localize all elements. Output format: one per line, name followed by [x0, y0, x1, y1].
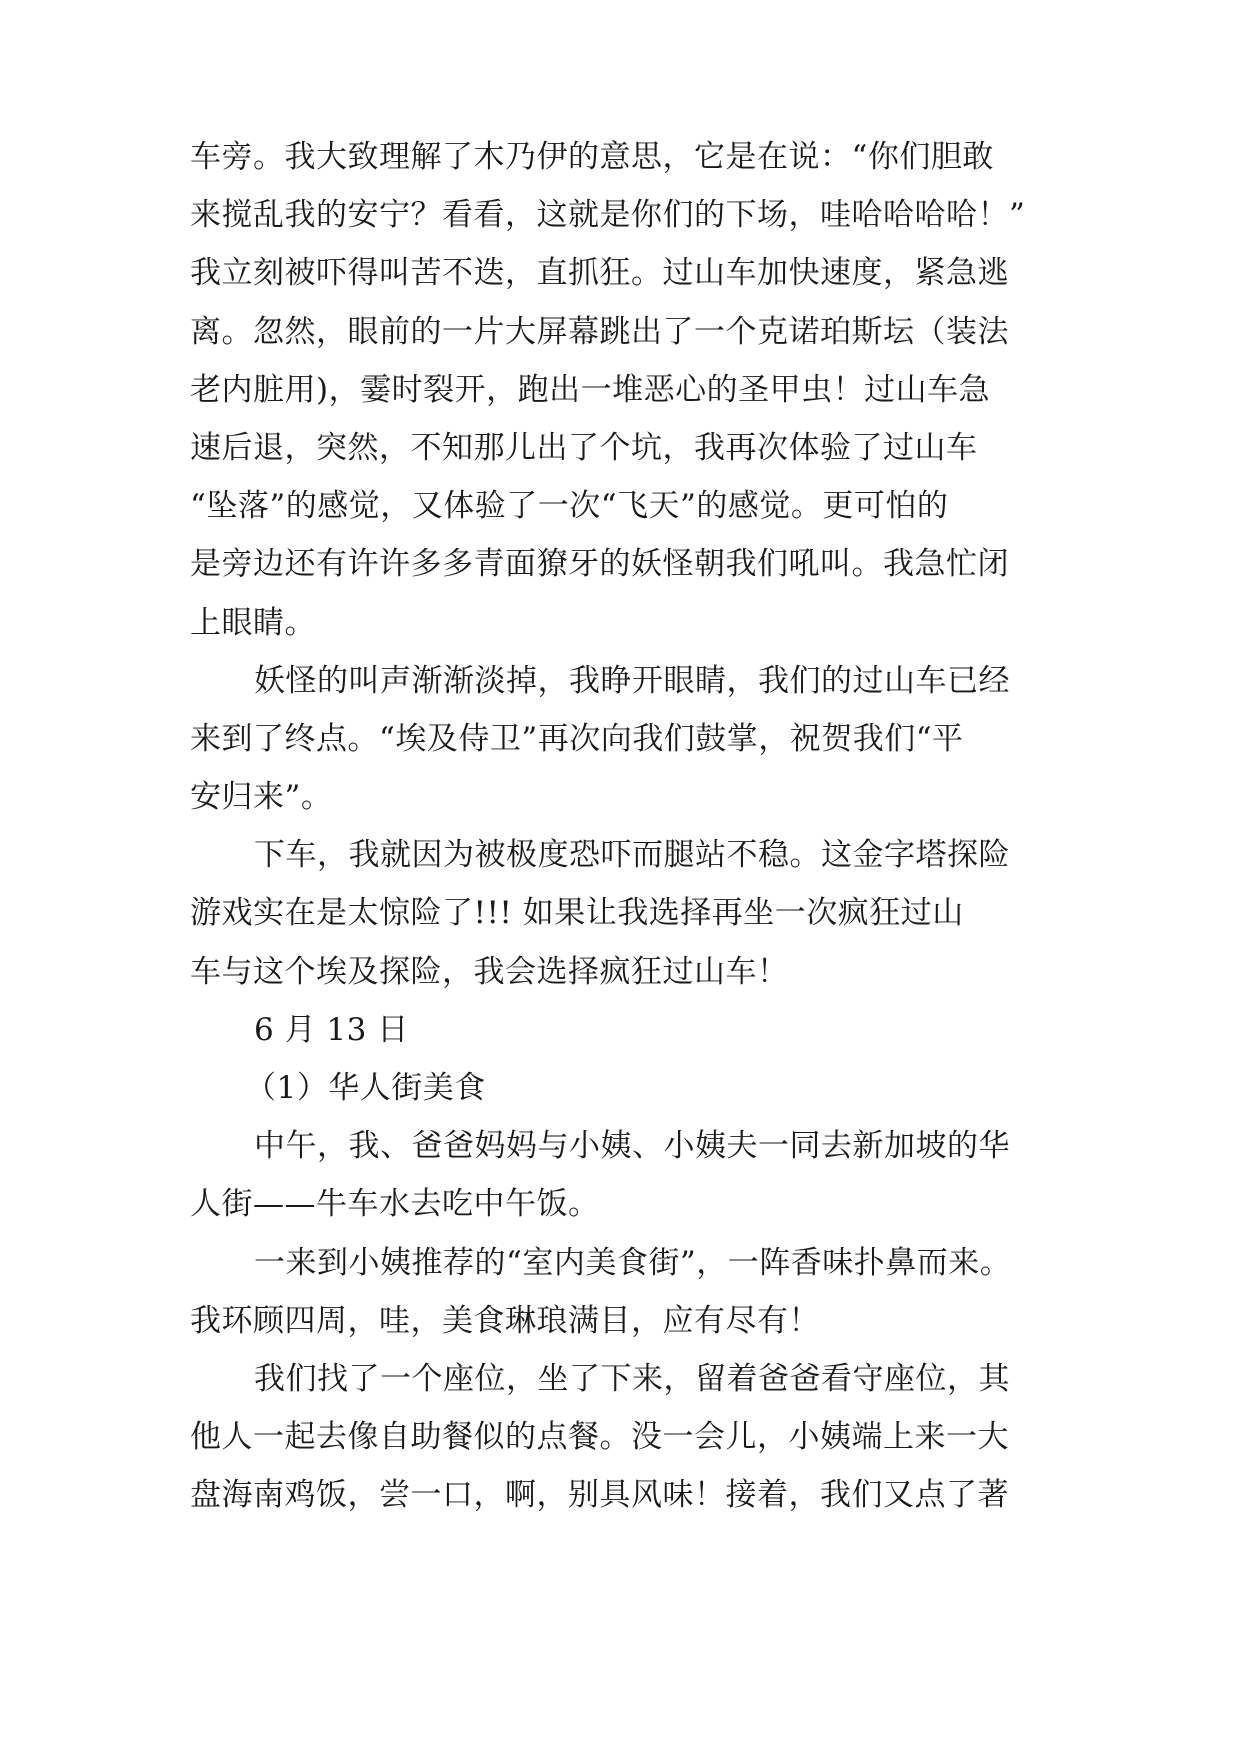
text-line: 上眼睛。	[190, 604, 316, 641]
paragraph-start-line: 下车，我就因为被极度恐吓而腿站不稳。这金字塔探险	[254, 837, 1010, 874]
text-line: 老内脏用)，霎时裂开，跑出一堆恶心的圣甲虫！过山车急	[190, 371, 991, 408]
section-heading: （1）华人街美食	[245, 1070, 486, 1106]
text-line: “坠落”的感觉，又体验了一次“飞天”的感觉。更可怕的	[190, 488, 949, 525]
text-line: 游戏实在是太惊险了!!! 如果让我选择再坐一次疯狂过山	[190, 895, 964, 932]
text-line: 安归来”。	[190, 779, 333, 816]
paragraph-start-line: 一来到小姨推荐的“室内美食街”，一阵香味扑鼻而来。	[254, 1244, 1012, 1281]
text-line: 人街——牛车水去吃中午饭。	[190, 1186, 600, 1223]
text-line: 车旁。我大致理解了木乃伊的意思，它是在说：“你们胆敢	[190, 139, 994, 175]
date-heading: 6 月 13 日	[254, 1011, 409, 1048]
text-line: 来搅乱我的安宁？看看，这就是你们的下场，哇哈哈哈哈！”	[190, 197, 1026, 234]
text-line: 他人一起去像自助餐似的点餐。没一会儿，小姨端上来一大	[190, 1419, 1009, 1456]
paragraph-start-line: 我们找了一个座位，坐了下来，留着爸爸看守座位，其	[254, 1360, 1010, 1397]
text-line: 离。忽然，眼前的一片大屏幕跳出了一个克诺珀斯坛（装法	[190, 313, 1009, 350]
text-line: 速后退，突然，不知那儿出了个坑，我再次体验了过山车	[190, 429, 978, 466]
paragraph-start-line: 妖怪的叫声渐渐淡掉，我睁开眼睛，我们的过山车已经	[254, 662, 1010, 699]
paragraph-start-line: 中午，我、爸爸妈妈与小姨、小姨夫一同去新加坡的华	[254, 1128, 1010, 1165]
text-line: 盘海南鸡饭，尝一口，啊，别具风味！接着，我们又点了著	[190, 1477, 1009, 1514]
text-line: 是旁边还有许许多多青面獠牙的妖怪朝我们吼叫。我急忙闭	[190, 546, 1009, 583]
text-line: 车与这个埃及探险，我会选择疯狂过山车！	[190, 953, 789, 990]
document-body	[190, 128, 1070, 1525]
text-line: 我环顾四周，哇，美食琳琅满目，应有尽有！	[190, 1302, 820, 1339]
text-line: 我立刻被吓得叫苦不迭，直抓狂。过山车加快速度，紧急逃	[190, 255, 1009, 292]
text-line: 来到了终点。“埃及侍卫”再次向我们鼓掌，祝贺我们“平	[190, 720, 964, 757]
